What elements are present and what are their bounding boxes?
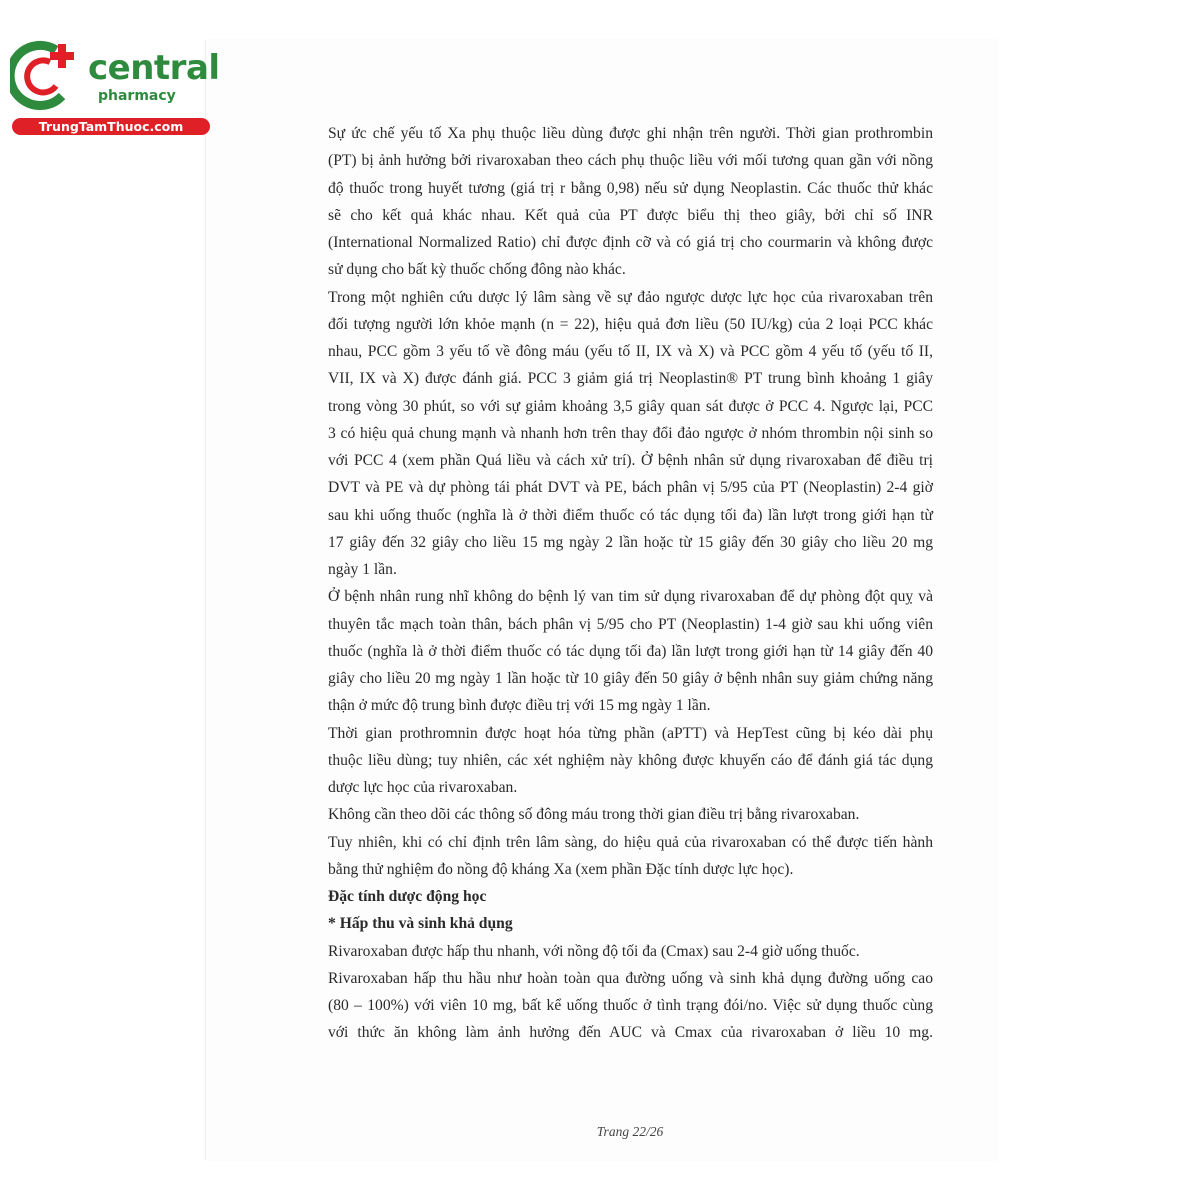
text-line: đối tượng người lớn khỏe mạnh (n = 22), hiệu quả đơn liều (50 IU/kg) của 2 loại PCC khác: [328, 315, 933, 333]
pharmacy-logo-icon: [10, 38, 82, 110]
text-line: 17 giây đến 32 giây cho liều 15 mg ngày 2 lần hoặc từ 15 giây đến 30 giây cho liều 20 mg: [328, 533, 933, 551]
text-line: Thời gian prothromnin được hoạt hóa từng phần (aPTT) và HepTest cũng bị kéo dài phụ: [328, 724, 933, 742]
text-line: Tuy nhiên, khi có chỉ định trên lâm sàng, do hiệu quả của rivaroxaban có thể được tiến hành: [328, 833, 933, 851]
text-line: Đặc tính dược động học: [328, 888, 487, 905]
text-line: ngày 1 lần.: [328, 561, 397, 578]
text-line: giây cho liều 20 mg ngày 1 lần hoặc từ 10 giây đến 50 giây ở bệnh nhân suy giảm chứng năng: [328, 670, 933, 687]
text-line: sau khi uống thuốc (nghĩa là ở thời điểm thuốc có tác dụng tối đa) lần lượt trong giới hạn từ: [328, 506, 933, 524]
text-line: sẽ cho kết quả khác nhau. Kết quả của PT được biểu thị theo giây, bởi chỉ số INR: [328, 206, 933, 224]
text-line: Không cần theo dõi các thông số đông máu trong thời gian điều trị bằng rivaroxaban.: [328, 806, 860, 824]
page-number: Trang 22/26: [596, 1124, 664, 1139]
stamp-mark: [982, 398, 1002, 533]
text-line: Trong một nghiên cứu dược lý lâm sàng về sự đảo ngược dược lực học của rivaroxaban trên: [328, 288, 933, 306]
paragraph: [328, 120, 933, 284]
paragraph: [328, 938, 933, 965]
text-line: Rivaroxaban được hấp thu nhanh, với nồng độ tối đa (Cmax) sau 2-4 giờ uống thuốc.: [328, 942, 860, 960]
text-line: thận ở mức độ trung bình được điều trị với 15 mg ngày 1 lần.: [328, 697, 711, 715]
text-line: thuộc liều dùng; tuy nhiên, các xét nghiệm này không được khuyến cáo để đánh giá tác dụng: [328, 751, 933, 769]
central-pharmacy-logo: [10, 38, 220, 138]
paragraph: [328, 720, 933, 802]
text-line: trong vòng 30 phút, so với sự giảm khoảng 3,5 giây quan sát được ở PCC 4. Ngược lại, PCC: [328, 397, 933, 415]
paragraph: [328, 284, 933, 584]
text-line: VII, IX và X) được đánh giá. PCC 3 giảm giá trị Neoplastin® PT trung bình khoảng 1 giây: [328, 370, 933, 388]
text-line: (International Normalized Ratio) chỉ được định cỡ và có giá trị cho courmarin và không được: [328, 234, 933, 251]
text-line: dược lực học của rivaroxaban.: [328, 779, 518, 796]
text-line: * Hấp thu và sinh khả dụng: [328, 915, 513, 933]
paragraph: [328, 965, 933, 1047]
text-line: với thức ăn không làm ảnh hưởng đến AUC và Cmax của rivaroxaban ở liều 10 mg.: [328, 1024, 933, 1042]
logo-brand: central: [88, 48, 220, 88]
paragraph: [328, 583, 933, 719]
text-line: 3 có hiệu quả chung mạnh và nhanh hơn trên thay đổi đảo ngược ở nhóm thrombin nội sinh so: [328, 424, 933, 442]
text-line: Ở bệnh nhân rung nhĩ không do bệnh lý van tim sử dụng rivaroxaban để dự phòng đột quỵ và: [328, 588, 933, 606]
text-line: sử dụng cho bất kỳ thuốc chống đông nào khác.: [328, 261, 626, 279]
text-line: thuốc (nghĩa là ở thời điểm thuốc có tác dụng tối đa) lần lượt trong giới hạn từ 14 giây đến 40: [328, 642, 933, 660]
paragraph: [328, 829, 933, 884]
text-line: Sự ức chế yếu tố Xa phụ thuộc liều dùng được ghi nhận trên người. Thời gian prothrombin: [328, 125, 933, 142]
logo-sub: pharmacy: [98, 88, 176, 104]
logo-site: TrungTamThuoc.com: [12, 118, 210, 135]
paragraph: [328, 801, 933, 828]
section-heading: [328, 910, 933, 937]
text-line: bằng thử nghiệm đo nồng độ kháng Xa (xem phần Đặc tính dược lực học).: [328, 860, 794, 878]
text-line: nhau, PCC gồm 3 yếu tố về đông máu (yếu tố II, IX và X) và PCC gồm 4 yếu tố (yếu tố II,: [328, 343, 933, 360]
text-line: Rivaroxaban hấp thu hầu như hoàn toàn qua đường uống và sinh khả dụng đường uống cao: [328, 969, 933, 987]
text-line: (80 – 100%) với viên 10 mg, bất kể uống thuốc ở tình trạng đói/no. Việc sử dụng thuốc cùng: [328, 997, 933, 1014]
text-line: (PT) bị ảnh hưởng bởi rivaroxaban theo cách phụ thuộc liều với mối tương quan gần với nồng: [328, 152, 933, 170]
document-body: [328, 120, 933, 1047]
text-line: độ thuốc trong huyết tương (giá trị r bằng 0,98) nếu sử dụng Neoplastin. Các thuốc thử khác: [328, 179, 933, 197]
text-line: DVT và PE và dự phòng tái phát DVT và PE, bách phân vị 5/95 của PT (Neoplastin) 2-4 giờ: [328, 479, 933, 497]
section-heading: [328, 883, 933, 910]
text-line: với PCC 4 (xem phần Quá liều và cách xử trí). Ở bệnh nhân sử dụng rivaroxaban để điều trị: [328, 452, 933, 469]
text-line: thuyên tắc mạch toàn thân, bách phân vị 5/95 cho PT (Neoplastin) 1-4 giờ sau khi uống viên: [328, 615, 933, 633]
